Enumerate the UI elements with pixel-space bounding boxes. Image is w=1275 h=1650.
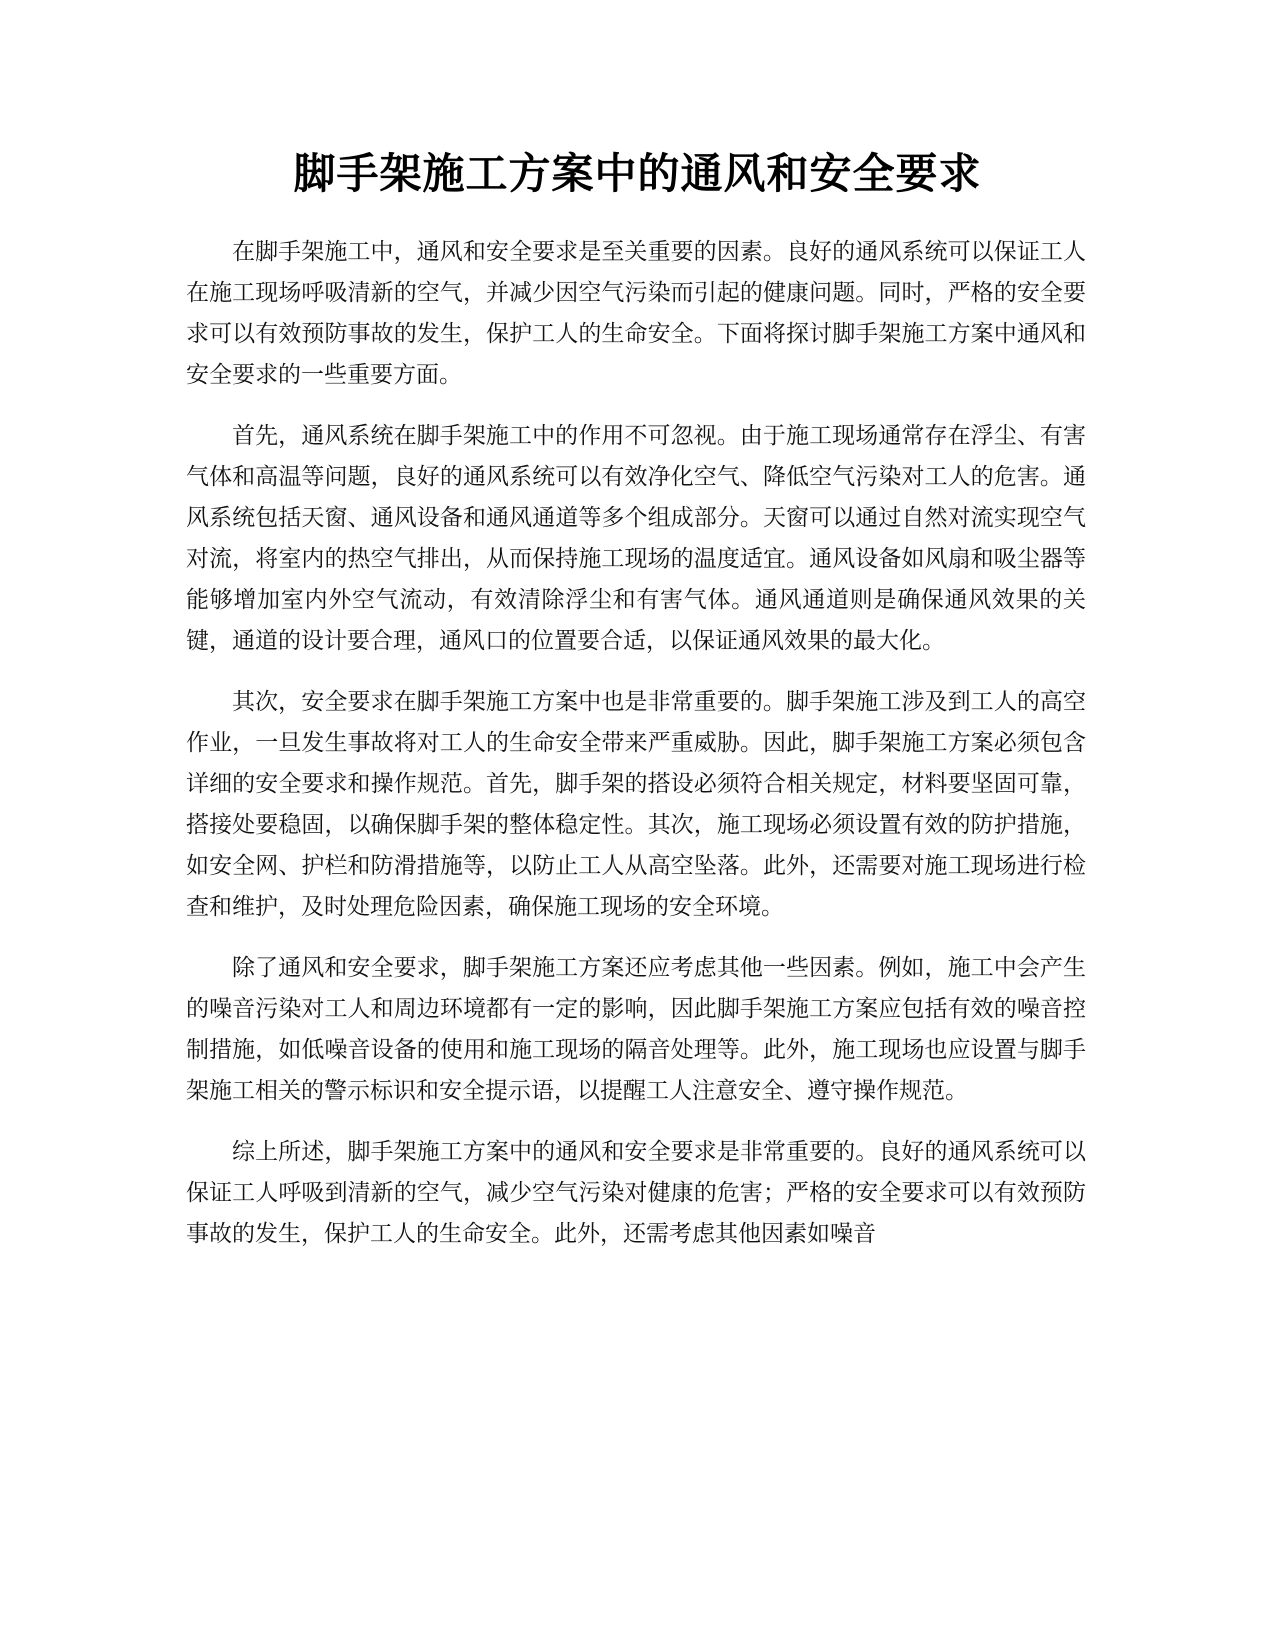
paragraph-other-factors: 除了通风和安全要求，脚手架施工方案还应考虑其他一些因素。例如，施工中会产生的噪音污染对工人和周边环境都有一定的影响，因此脚手架施工方案应包括有效的噪音控制措施，如低噪音设备的使用和施工现场的隔音处理等。此外，施工现场也应设置与脚手架施工相关的警示标识和安全提示语，以提醒工人注意安全、遵守操作规范。: [186, 955, 1086, 1104]
paragraph-summary: 综上所述，脚手架施工方案中的通风和安全要求是非常重要的。良好的通风系统可以保证工人呼吸到清新的空气，减少空气污染对健康的危害；严格的安全要求可以有效预防事故的发生，保护工人的生命安全。此外，还需考虑其他因素如噪音: [186, 1139, 1086, 1247]
document-body: [186, 232, 1086, 1275]
paragraph-safety: 其次，安全要求在脚手架施工方案中也是非常重要的。脚手架施工涉及到工人的高空作业，一旦发生事故将对工人的生命安全带来严重威胁。因此，脚手架施工方案必须包含详细的安全要求和操作规范。首先，脚手架的搭设必须符合相关规定，材料要坚固可靠，搭接处要稳固，以确保脚手架的整体稳定性。其次，施工现场必须设置有效的防护措施，如安全网、护栏和防滑措施等，以防止工人从高空坠落。此外，还需要对施工现场进行检查和维护，及时处理危险因素，确保施工现场的安全环境。: [186, 689, 1086, 920]
paragraph-ventilation: 首先，通风系统在脚手架施工中的作用不可忽视。由于施工现场通常存在浮尘、有害气体和高温等问题，良好的通风系统可以有效净化空气、降低空气污染对工人的危害。通风系统包括天窗、通风设备和通风通道等多个组成部分。天窗可以通过自然对流实现空气对流，将室内的热空气排出，从而保持施工现场的温度适宜。通风设备如风扇和吸尘器等能够增加室内外空气流动，有效清除浮尘和有害气体。通风通道则是确保通风效果的关键，通道的设计要合理，通风口的位置要合适，以保证通风效果的最大化。: [186, 423, 1086, 654]
paragraph-intro: 在脚手架施工中，通风和安全要求是至关重要的因素。良好的通风系统可以保证工人在施工现场呼吸清新的空气，并减少因空气污染而引起的健康问题。同时，严格的安全要求可以有效预防事故的发生，保护工人的生命安全。下面将探讨脚手架施工方案中通风和安全要求的一些重要方面。: [186, 239, 1086, 388]
document-title: 脚手架施工方案中的通风和安全要求: [293, 149, 982, 198]
